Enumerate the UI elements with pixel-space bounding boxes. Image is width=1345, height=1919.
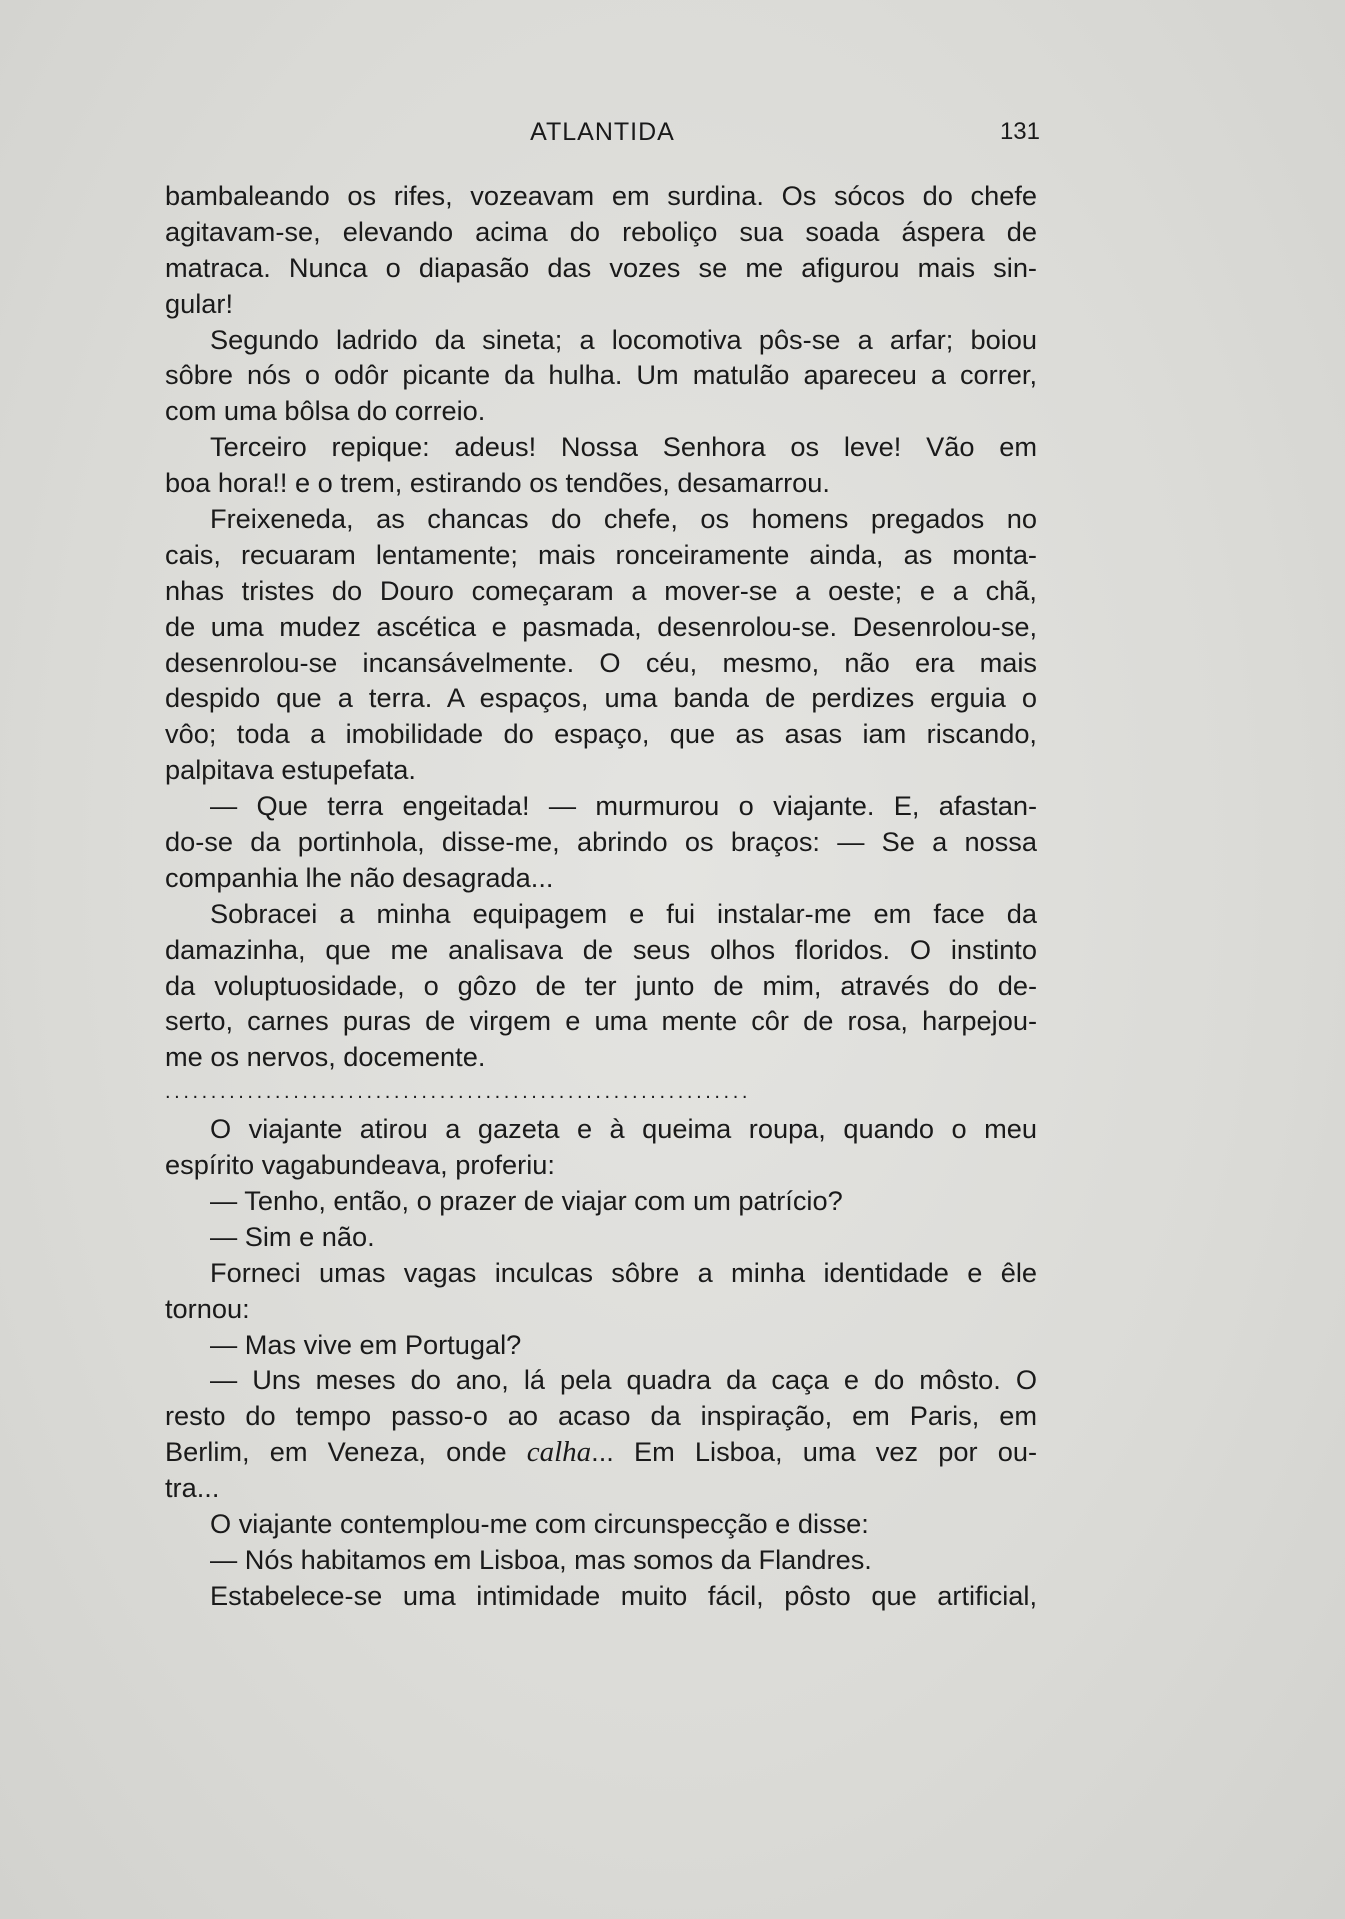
text-line: Sobracei a minha equipagem e fui instalar-me em face da [210, 897, 1037, 929]
running-title: ATLANTIDA [530, 118, 675, 146]
line-segment: ... Em Lisboa, uma vez por ou- [591, 1436, 1037, 1468]
text-line: nhas tristes do Douro começaram a mover-se a oeste; e a chã, [165, 574, 1037, 606]
text-line: Forneci umas vagas inculcas sôbre a minha identidade e êle [210, 1256, 1037, 1288]
text-line: O viajante contemplou-me com circunspecção e disse: [210, 1507, 869, 1539]
text-line: boa hora!! e o trem, estirando os tendões, desamarrou. [165, 467, 830, 499]
text-line: tra... [165, 1472, 220, 1504]
text-line: serto, carnes puras de virgem e uma mente côr de rosa, harpejou- [165, 1005, 1037, 1037]
text-line: — Mas vive em Portugal? [210, 1328, 522, 1360]
text-line: da voluptuosidade, o gôzo de ter junto de mim, através do de- [165, 969, 1037, 1001]
text-line: — Uns meses do ano, lá pela quadra da caça e do môsto. O [210, 1364, 1037, 1396]
line-segment: Berlim, em Veneza, onde [165, 1436, 507, 1468]
text-line: — Sim e não. [210, 1220, 375, 1252]
text-line: resto do tempo passo-o ao acaso da inspiração, em Paris, em [165, 1400, 1037, 1432]
text-line: matraca. Nunca o diapasão das vozes se me afigurou mais sin- [165, 251, 1037, 283]
text-line: — Tenho, então, o prazer de viajar com um patrício? [210, 1184, 843, 1216]
text-line: Terceiro repique: adeus! Nossa Senhora os leve! Vão em [210, 431, 1037, 463]
text-line: Segundo ladrido da sineta; a locomotiva pôs-se a arfar; boiou [210, 323, 1037, 355]
text-line: — Nós habitamos em Lisboa, mas somos da Flandres. [210, 1543, 872, 1575]
text-line: com uma bôlsa do correio. [165, 395, 486, 427]
text-line: desenrolou-se incansávelmente. O céu, mesmo, não era mais [165, 646, 1037, 678]
text-line: bambaleando os rifes, vozeavam em surdina. Os sócos do chefe [165, 180, 1037, 211]
text-line: tornou: [165, 1292, 250, 1324]
text-line: despido que a terra. A espaços, uma banda de perdizes erguia o [165, 682, 1037, 714]
italic-word: calha [526, 1436, 592, 1469]
text-line: palpitava estupefata. [165, 754, 416, 786]
section-break-dots: ................................................................ [165, 1081, 752, 1104]
running-header [165, 114, 1040, 150]
text-line: gular! [165, 287, 234, 319]
text-line: damazinha, que me analisava de seus olhos floridos. O instinto [165, 933, 1037, 965]
text-line: espírito vagabundeava, proferiu: [165, 1149, 555, 1181]
text-line-with-italic [165, 1434, 1037, 1470]
text-line: — Que terra engeitada! — murmurou o viajante. E, afastan- [210, 790, 1037, 822]
text-line: Freixeneda, as chancas do chefe, os homens pregados no [210, 503, 1037, 535]
body-text [165, 178, 1037, 1614]
text-line: companhia lhe não desagrada... [165, 861, 554, 893]
text-line: agitavam-se, elevando acima do reboliço sua soada áspera de [165, 215, 1037, 247]
page-number: 131 [999, 118, 1040, 145]
text-line: sôbre nós o odôr picante da hulha. Um matulão apareceu a correr, [165, 359, 1037, 391]
text-line: de uma mudez ascética e pasmada, desenrolou-se. Desenrolou-se, [165, 610, 1037, 642]
text-line: Estabelece-se uma intimidade muito fácil, pôsto que artificial, [210, 1579, 1037, 1611]
text-line: O viajante atirou a gazeta e à queima roupa, quando o meu [210, 1113, 1037, 1145]
text-line: cais, recuaram lentamente; mais ronceiramente ainda, as monta- [165, 538, 1037, 570]
text-line: me os nervos, docemente. [165, 1041, 486, 1073]
text-line: vôo; toda a imobilidade do espaço, que as asas iam riscando, [165, 718, 1037, 750]
text-line: do-se da portinhola, disse-me, abrindo os braços: — Se a nossa [165, 826, 1037, 858]
